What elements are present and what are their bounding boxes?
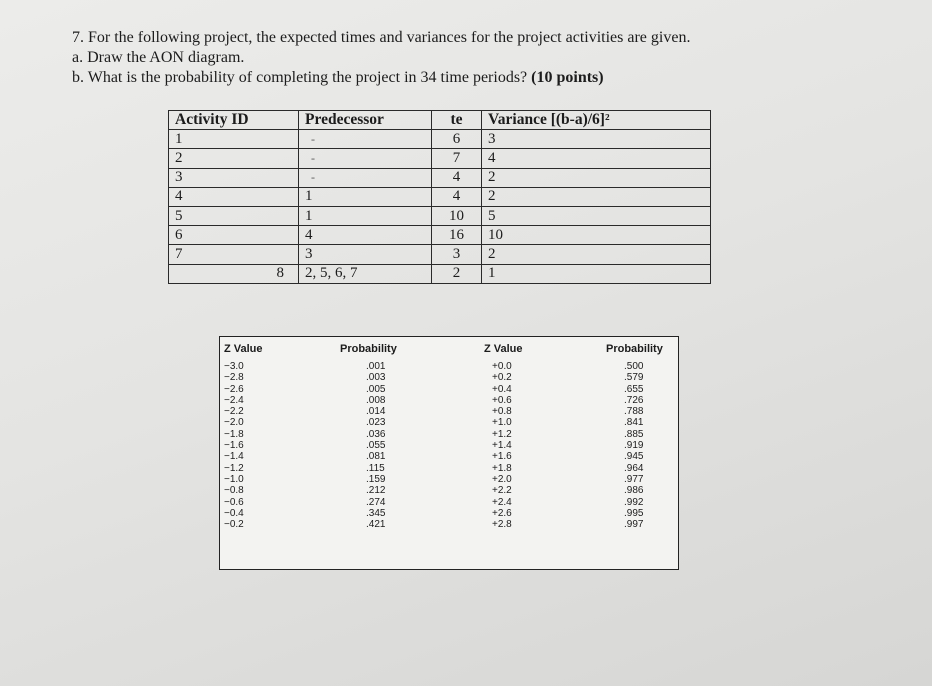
probability: .919: [624, 440, 644, 452]
z-value: −0.2: [224, 519, 244, 531]
predecessor-cell: -: [299, 168, 432, 187]
z-neg-column: [224, 343, 263, 530]
activity-row: [169, 226, 711, 245]
activity-id-cell: 6: [169, 226, 299, 245]
te-cell: 6: [432, 130, 482, 149]
z-value: +1.6: [492, 451, 512, 463]
predecessor-cell: 4: [299, 226, 432, 245]
probability: .986: [624, 485, 644, 497]
te-cell: 10: [432, 206, 482, 225]
z-value: +1.8: [492, 462, 512, 474]
activity-row: [169, 130, 711, 149]
variance-cell: 2: [482, 245, 711, 264]
probability: .274: [366, 496, 386, 508]
probability: .023: [366, 417, 386, 429]
z-value: +1.2: [492, 428, 512, 440]
probability: .579: [624, 372, 644, 384]
probability: .081: [366, 451, 386, 463]
z-value: −0.4: [224, 507, 244, 519]
header-variance: Variance [(b-a)/6]²: [482, 111, 711, 130]
z-value: −2.2: [224, 406, 244, 418]
z-value: −1.2: [224, 462, 244, 474]
p-neg-column: [340, 343, 397, 530]
probability: .115: [366, 462, 385, 474]
probability: .841: [624, 417, 644, 429]
predecessor-cell: -: [299, 130, 432, 149]
activity-row: [169, 245, 711, 264]
variance-cell: 2: [482, 168, 711, 187]
te-cell: 7: [432, 149, 482, 168]
p-header-2: Probability: [606, 343, 663, 355]
z-value: −1.6: [224, 440, 244, 452]
z-value: −2.0: [224, 417, 244, 429]
probability: .992: [624, 496, 644, 508]
z-value: −0.8: [224, 485, 244, 497]
z-value: −0.6: [224, 496, 244, 508]
probability: .003: [366, 372, 386, 384]
variance-cell: 3: [482, 130, 711, 149]
probability: .964: [624, 462, 644, 474]
z-value: +1.4: [492, 440, 512, 452]
probability: .726: [624, 394, 644, 406]
te-cell: 2: [432, 264, 482, 283]
predecessor-cell: -: [299, 149, 432, 168]
z-value: +2.2: [492, 485, 512, 497]
question-line-1: 7. For the following project, the expected times and variances for the project activities are given.: [72, 29, 691, 46]
z-value: −1.4: [224, 451, 244, 463]
activity-table: [168, 110, 711, 284]
probability: .655: [624, 383, 644, 395]
activity-id-cell: 5: [169, 206, 299, 225]
question-part-b-text: b. What is the probability of completing the project in 34 time periods?: [72, 69, 532, 86]
probability: .885: [624, 428, 644, 440]
te-cell: 4: [432, 187, 482, 206]
z-value: +1.0: [492, 417, 512, 429]
predecessor-cell: 2, 5, 6, 7: [299, 264, 432, 283]
z-value: +0.6: [492, 394, 512, 406]
z-value: −1.8: [224, 428, 244, 440]
probability: .945: [624, 451, 644, 463]
z-value: −2.4: [224, 394, 244, 406]
activity-id-cell: 4: [169, 187, 299, 206]
z-value: +2.6: [492, 507, 512, 519]
probability: .014: [366, 406, 386, 418]
probability: .500: [624, 361, 644, 372]
activity-id-cell: 3: [169, 168, 299, 187]
activity-id-cell: 7: [169, 245, 299, 264]
z-value: +0.0: [492, 361, 512, 372]
probability: .008: [366, 394, 386, 406]
z-value: −1.0: [224, 473, 244, 485]
activity-row: [169, 264, 711, 283]
probability: .977: [624, 473, 644, 485]
probability: .995: [624, 507, 644, 519]
variance-cell: 4: [482, 149, 711, 168]
z-value: −2.6: [224, 383, 244, 395]
probability: .036: [366, 428, 386, 440]
z-table: [219, 336, 679, 570]
z-value: +0.8: [492, 406, 512, 418]
probability: .421: [366, 519, 386, 531]
z-header-2: Z Value: [484, 343, 523, 355]
variance-cell: 5: [482, 206, 711, 225]
z-value: +2.4: [492, 496, 512, 508]
probability: .159: [366, 473, 386, 485]
te-cell: 4: [432, 168, 482, 187]
te-cell: 3: [432, 245, 482, 264]
p-pos-column: [606, 343, 663, 530]
z-value: +2.8: [492, 519, 512, 531]
activity-id-cell: 1: [169, 130, 299, 149]
question-part-a: a. Draw the AON diagram.: [72, 49, 245, 66]
header-activity-id: Activity ID: [169, 111, 299, 130]
question-text: [72, 28, 690, 88]
activity-row: [169, 206, 711, 225]
z-value: +2.0: [492, 473, 512, 485]
probability: .005: [366, 383, 386, 395]
predecessor-cell: 1: [299, 187, 432, 206]
activity-id-cell: 2: [169, 149, 299, 168]
activity-row: [169, 149, 711, 168]
z-value: +0.4: [492, 383, 512, 395]
variance-cell: 1: [482, 264, 711, 283]
probability: .001: [366, 361, 386, 372]
z-value: −3.0: [224, 361, 244, 372]
variance-cell: 2: [482, 187, 711, 206]
z-value: −2.8: [224, 372, 244, 384]
z-pos-column: [484, 343, 523, 530]
question-points: (10 points): [531, 69, 604, 86]
activity-row: [169, 187, 711, 206]
variance-cell: 10: [482, 226, 711, 245]
p-header-1: Probability: [340, 343, 397, 355]
probability: .997: [624, 519, 644, 531]
z-value: +0.2: [492, 372, 512, 384]
question-part-b: [72, 68, 690, 88]
te-cell: 16: [432, 226, 482, 245]
activity-row: [169, 168, 711, 187]
activity-table-header: [169, 111, 711, 130]
probability: .212: [366, 485, 386, 497]
header-predecessor: Predecessor: [299, 111, 432, 130]
z-header-1: Z Value: [224, 343, 263, 355]
predecessor-cell: 3: [299, 245, 432, 264]
activity-id-cell: 8: [169, 264, 299, 283]
probability: .788: [624, 406, 644, 418]
predecessor-cell: 1: [299, 206, 432, 225]
probability: .345: [366, 507, 386, 519]
probability: .055: [366, 440, 386, 452]
activity-table-body: [169, 130, 711, 284]
header-te: te: [432, 111, 482, 130]
